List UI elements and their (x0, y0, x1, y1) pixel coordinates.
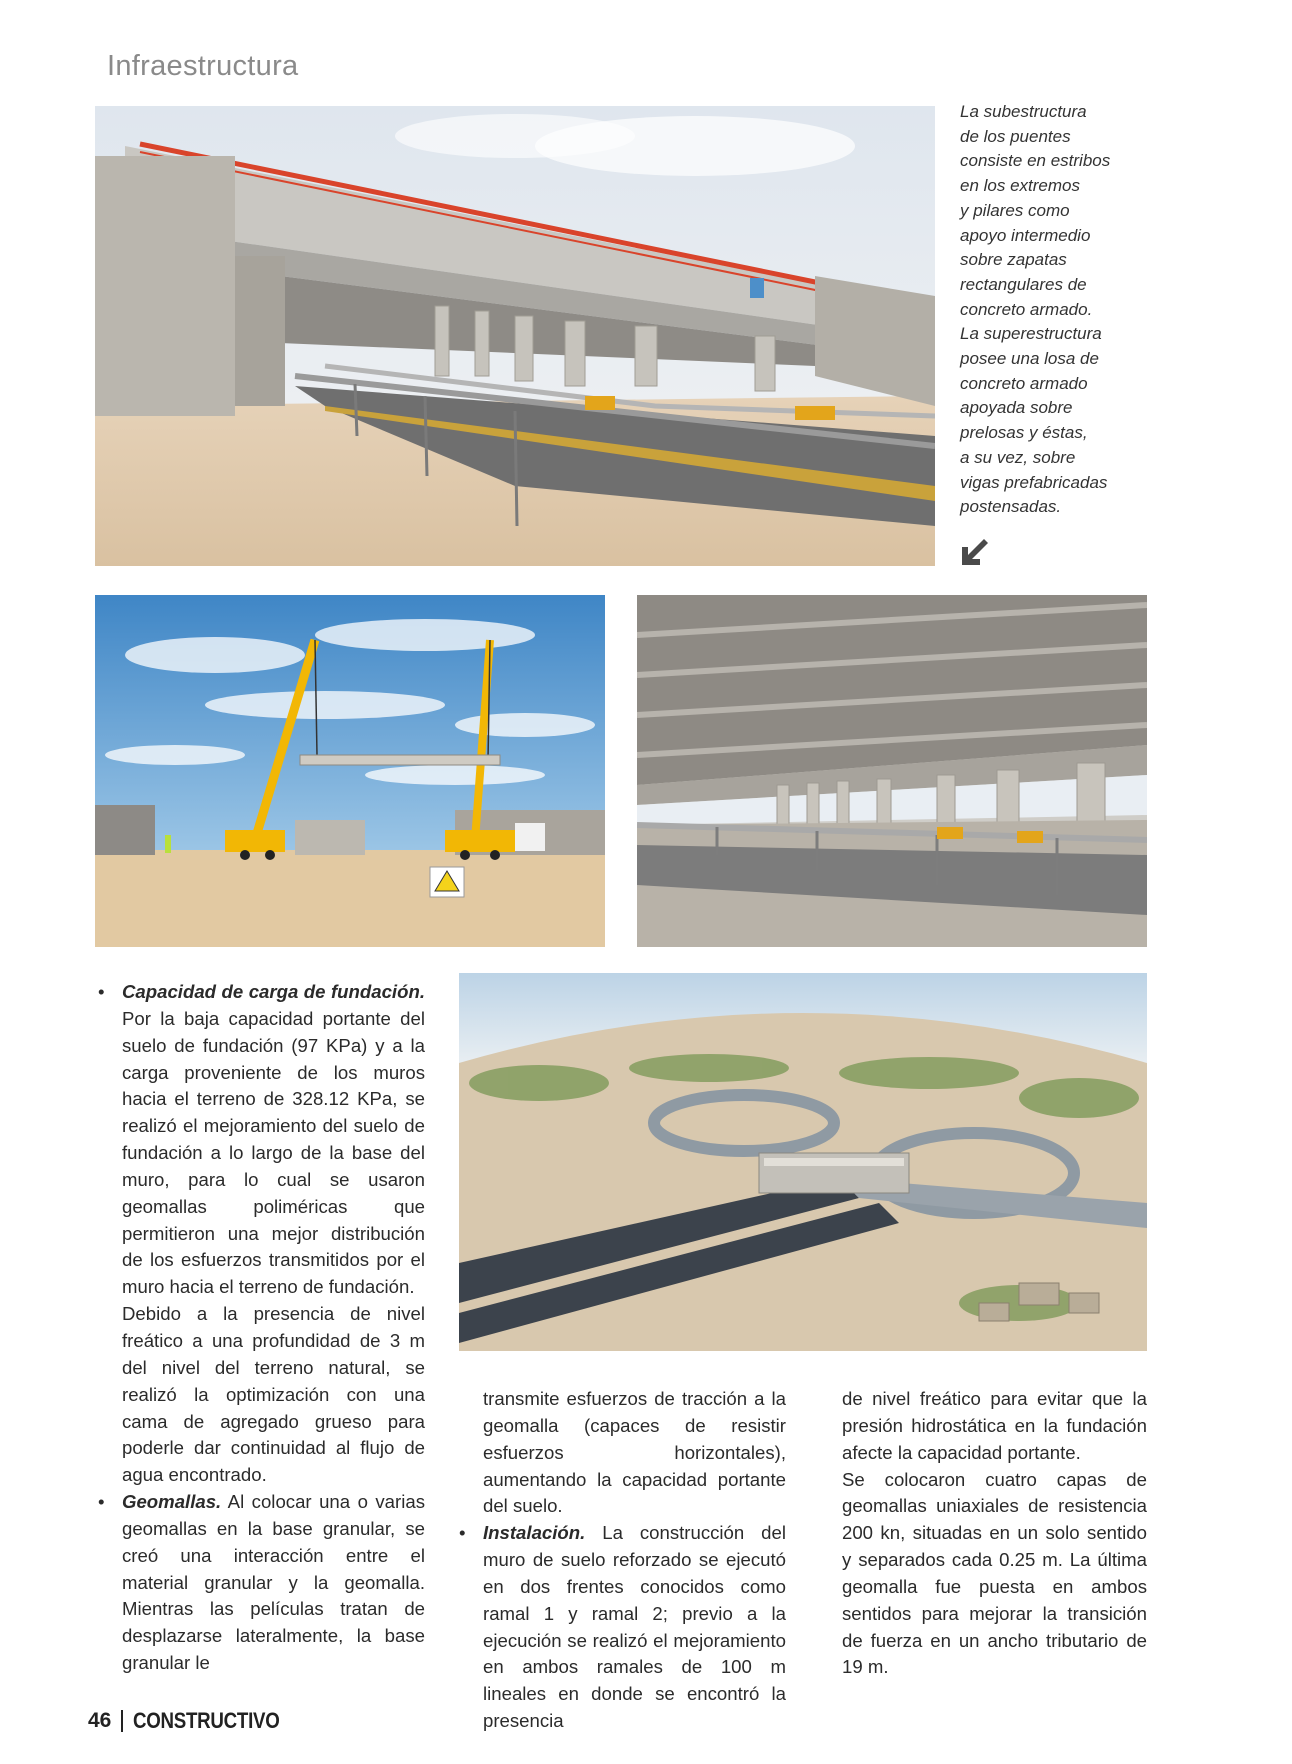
paragraph-continuation: de nivel freático para evitar que la presión hidrostática en la fundación afecte la capacidad portante. (842, 1388, 1147, 1463)
bullet-dot: • (98, 1491, 105, 1513)
photo-caption: La subestructura de los puentes consiste en estribos en los extremos y pilares como apoyo intermedio sobre zapatas rectangulares de concreto armado. La superestructura posee una losa de concreto armado apoyada sobre prelosas y éstas, a su vez, sobre vigas prefabricadas postensadas. (960, 102, 1111, 517)
paragraph-nivel-freatico (95, 1301, 425, 1489)
body-column-1 (95, 979, 425, 1677)
paragraph-continuation (456, 1386, 786, 1520)
body-column-3 (842, 1386, 1147, 1681)
page-footer (88, 1707, 306, 1735)
magazine-name: CONSTRUCTIVO (133, 1708, 280, 1733)
bullet-instalacion (456, 1520, 786, 1735)
page-number: 46 (88, 1709, 112, 1732)
paragraph-text: transmite esfuerzos de tracción a la geomalla (capaces de resistir esfuerzos horizontales), aumentando la capacidad portante del suelo. (483, 1388, 786, 1517)
footer-divider (121, 1710, 123, 1732)
body-column-2 (456, 1386, 786, 1735)
bullet-dot: • (98, 981, 105, 1002)
arrow-down-left-icon (960, 533, 994, 567)
bullet-text: Al colocar una o varias geomallas en la base granular, se creó una interacción entre el material granular y la geomalla. Mientras las películas tratan de desplazarse lateralmente, la base granular le (122, 1491, 425, 1674)
section-label: Infraestructura (107, 50, 299, 82)
bullet-lead: Geomallas. (122, 1491, 222, 1513)
aerial-interchange-photo (459, 973, 1147, 1351)
bullet-geomallas (95, 1489, 425, 1677)
bridge-underside-photo (637, 595, 1147, 947)
paragraph-capas: Se colocaron cuatro capas de geomallas uniaxiales de resistencia 200 kn, situadas en un solo sentido y separados cada 0.25 m. La última geomalla fue puesta en ambos sentidos para mejorar la transición de fuerza en un ancho tributario de 19 m. (842, 1468, 1147, 1678)
bullet-text: La construcción del muro de suelo reforzado se ejecutó en dos frentes conocidos como ramal 1 y ramal 2; previo a la ejecución se realizó el mejoramiento en ambos ramales de 100 m lineales en donde se encontró la presencia (483, 1522, 786, 1732)
bullet-lead: Capacidad de carga de fundación. (122, 981, 425, 1002)
bullet-lead: Instalación. (483, 1522, 586, 1544)
bullet-capacidad (95, 979, 425, 1301)
bullet-text: Por la baja capacidad portante del suelo de fundación (97 KPa) y a la carga proveniente de los muros hacia el terreno de 328.12 KPa, se realizó el mejoramiento del suelo de fundación a lo largo de la base del muro, para lo cual se usaron geomallas poliméricas que permitieron una mejor distribución de los esfuerzos transmitidos por el muro hacia el terreno de fundación. (122, 1007, 425, 1298)
bullet-dot: • (459, 1522, 466, 1544)
cranes-lifting-beam-photo (95, 595, 605, 947)
bridge-overpass-photo (95, 106, 935, 566)
paragraph-text: Debido a la presencia de nivel freático a una profundidad de 3 m del nivel del terreno natural, se realizó la optimización con una cama de agregado grueso para poderle dar continuidad al flujo de agua encontrado. (122, 1303, 425, 1486)
